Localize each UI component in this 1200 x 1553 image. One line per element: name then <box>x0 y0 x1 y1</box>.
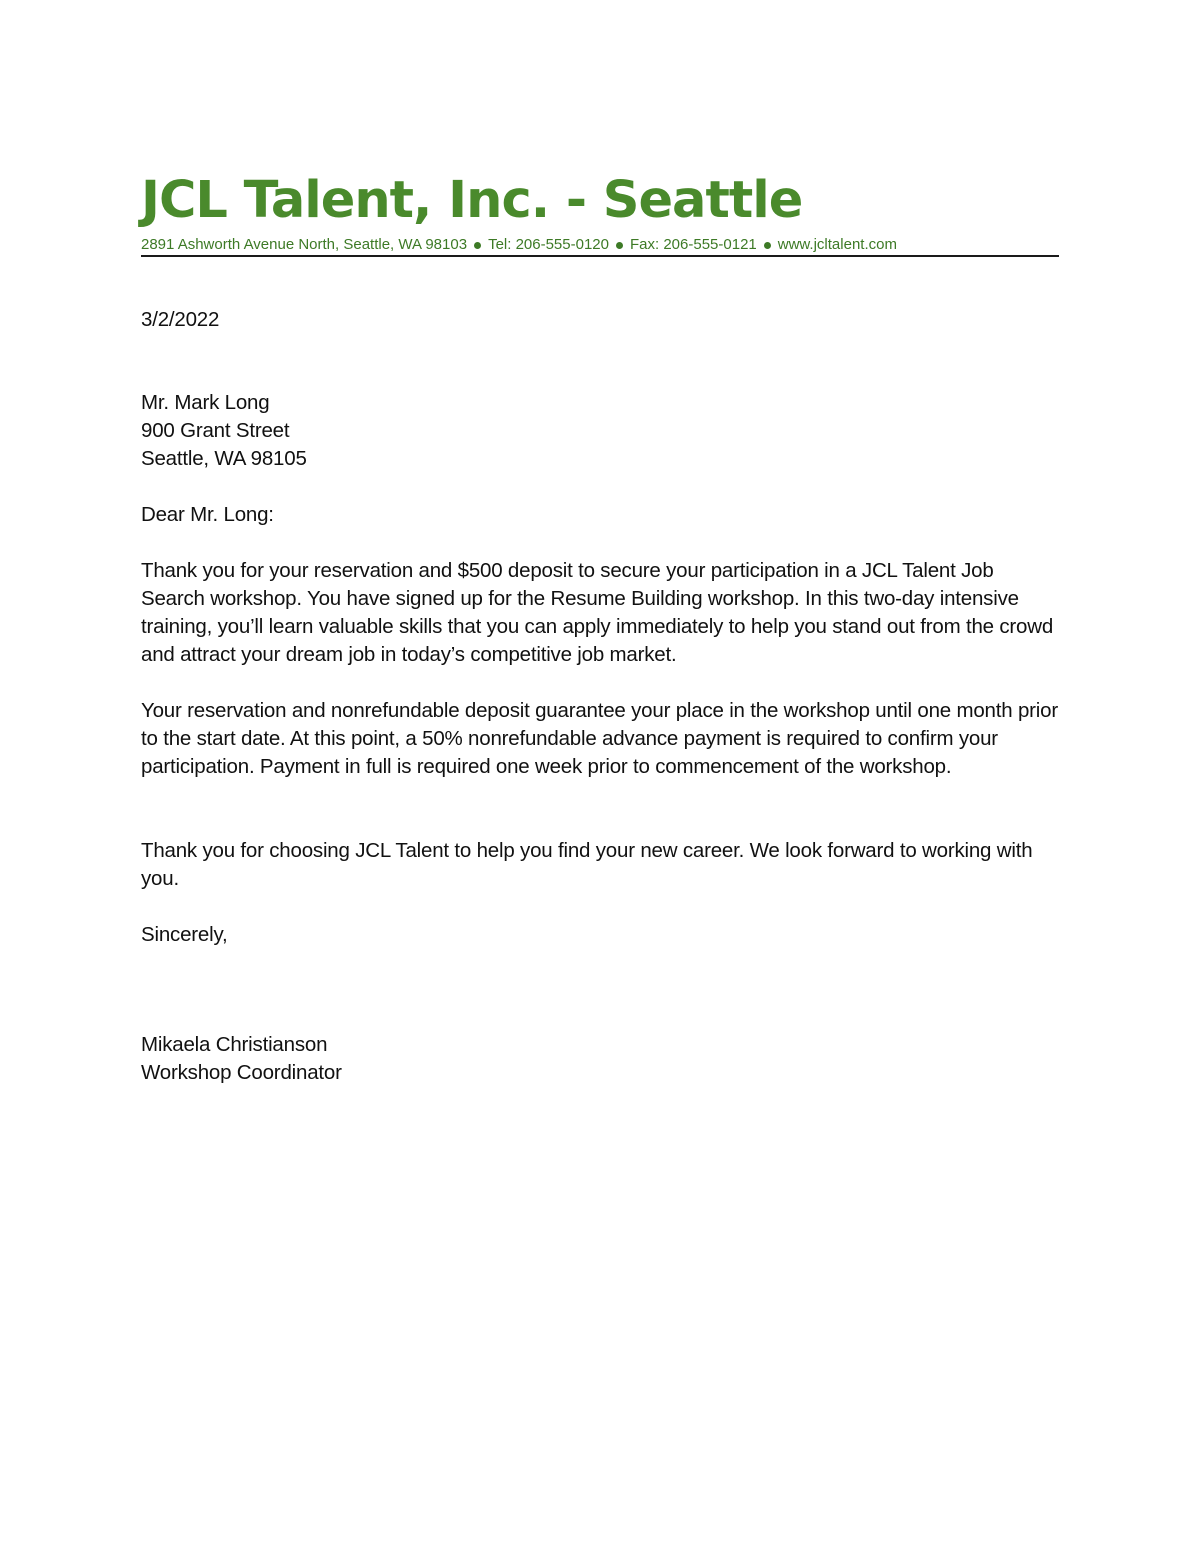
signer-title: Workshop Coordinator <box>141 1061 342 1084</box>
body-paragraph-1 <box>141 557 1059 669</box>
recipient-name: Mr. Mark Long <box>141 391 270 414</box>
closing-text: Sincerely, <box>141 923 228 946</box>
closing <box>141 921 1059 949</box>
signer-name: Mikaela Christianson <box>141 1033 328 1056</box>
paragraph-text: Thank you for choosing JCL Talent to help you find your new career. We look forward to working with you. <box>141 839 1033 890</box>
salutation <box>141 501 1059 529</box>
letter-date <box>141 306 1059 334</box>
recipient-city: Seattle, WA 98105 <box>141 447 307 470</box>
salutation-text: Dear Mr. Long: <box>141 503 274 526</box>
contact-line <box>141 236 1059 254</box>
paragraph-text: Thank you for your reservation and $500 deposit to secure your participation in a JCL Talent Job Search workshop. You have signed up for the Resume Building workshop. In this two-day intensive training, you’ll learn valuable skills that you can apply immediately to help you stand out from the crowd and attract your dream job in today’s competitive job market. <box>141 559 1054 666</box>
recipient-block <box>141 389 1059 473</box>
signature-block <box>141 1031 1059 1087</box>
company-fax: Fax: 206-555-0121 <box>630 236 757 253</box>
bullet-icon <box>764 242 771 249</box>
body-paragraph-2 <box>141 697 1059 781</box>
body-paragraph-3 <box>141 837 1059 893</box>
company-website: www.jcltalent.com <box>777 236 897 253</box>
bullet-icon <box>474 242 481 249</box>
letterhead <box>141 170 1059 257</box>
company-address: 2891 Ashworth Avenue North, Seattle, WA 98103 <box>141 236 468 253</box>
recipient-street: 900 Grant Street <box>141 419 290 442</box>
date-text: 3/2/2022 <box>141 308 220 331</box>
company-phone: Tel: 206-555-0120 <box>488 236 609 253</box>
bullet-icon <box>616 242 623 249</box>
letterhead-divider <box>141 255 1059 257</box>
paragraph-text: Your reservation and nonrefundable deposit guarantee your place in the workshop until one month prior to the start date. At this point, a 50% nonrefundable advance payment is required to confirm your participation. Payment in full is required one week prior to commencement of the workshop. <box>141 699 1058 778</box>
company-name: JCL Talent, Inc. - Seattle <box>141 171 803 230</box>
